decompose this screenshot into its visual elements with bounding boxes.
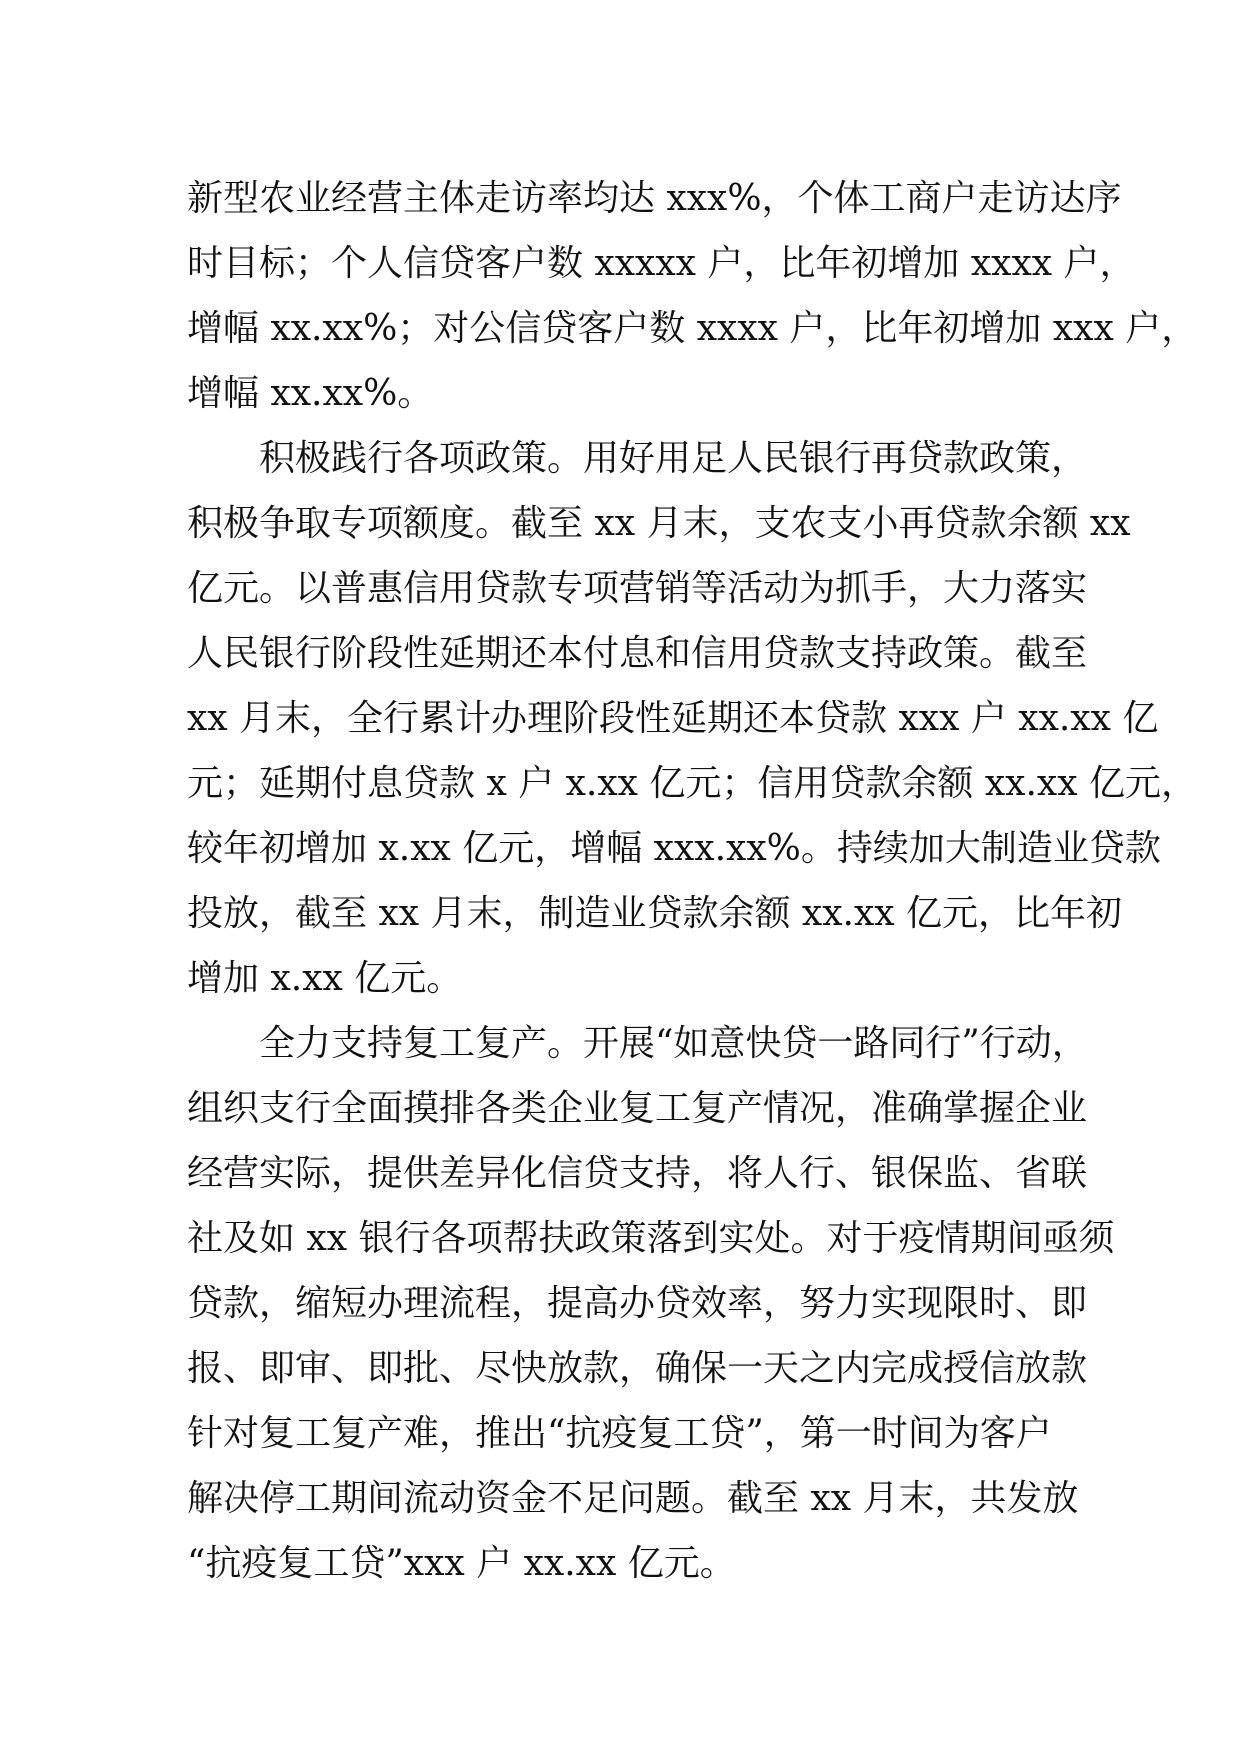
text-line: 贷款，缩短办理流程，提高办贷效率，努力实现限时、即 (187, 1283, 1088, 1324)
text-line: 时目标；个人信贷客户数 xxxxx 户，比年初增加 xxxx 户， (187, 243, 1136, 284)
paragraph-1 (187, 166, 1198, 426)
text-line: “抗疫复工贷”xxx 户 xx.xx 亿元。 (187, 1543, 736, 1584)
text-line: 人民银行阶段性延期还本付息和信用贷款支持政策。截至 (187, 633, 1088, 674)
text-line: 积极践行各项政策。用好用足人民银行再贷款政策， (259, 438, 1088, 479)
text-line: 解决停工期间流动资金不足问题。截至 xx 月末，共发放 (187, 1478, 1079, 1519)
text-line: 增幅 xx.xx%。 (187, 373, 434, 414)
document-body (187, 166, 1198, 1596)
text-line: 报、即审、即批、尽快放款，确保一天之内完成授信放款 (187, 1348, 1088, 1389)
text-line: 经营实际，提供差异化信贷支持，将人行、银保监、省联 (187, 1153, 1088, 1194)
paragraph-2 (187, 426, 1197, 1011)
text-line: 增加 x.xx 亿元。 (187, 958, 463, 999)
text-line: 元；延期付息贷款 x 户 x.xx 亿元；信用贷款余额 xx.xx 亿元， (187, 763, 1197, 804)
text-line: 组织支行全面摸排各类企业复工复产情况，准确掌握企业 (187, 1088, 1088, 1129)
text-line: xx 月末，全行累计办理阶段性延期还本贷款 xxx 户 xx.xx 亿 (187, 698, 1159, 739)
text-line: 社及如 xx 银行各项帮扶政策落到实处。对于疫情期间亟须 (187, 1218, 1115, 1259)
text-line: 新型农业经营主体走访率均达 xxx%，个体工商户走访达序 (187, 178, 1122, 219)
text-line: 增幅 xx.xx%；对公信贷客户数 xxxx 户，比年初增加 xxx 户， (187, 308, 1198, 349)
paragraph-3 (187, 1011, 1115, 1596)
text-line: 针对复工复产难，推出“抗疫复工贷”，第一时间为客户 (187, 1413, 1052, 1454)
text-line: 全力支持复工复产。开展“如意快贷一路同行”行动， (259, 1023, 1088, 1064)
text-line: 积极争取专项额度。截至 xx 月末，支农支小再贷款余额 xx (187, 503, 1131, 544)
text-line: 较年初增加 x.xx 亿元，增幅 xxx.xx%。持续加大制造业贷款 (187, 828, 1161, 869)
text-line: 投放，截至 xx 月末，制造业贷款余额 xx.xx 亿元，比年初 (187, 893, 1123, 934)
text-line: 亿元。以普惠信用贷款专项营销等活动为抓手，大力落实 (187, 568, 1088, 609)
